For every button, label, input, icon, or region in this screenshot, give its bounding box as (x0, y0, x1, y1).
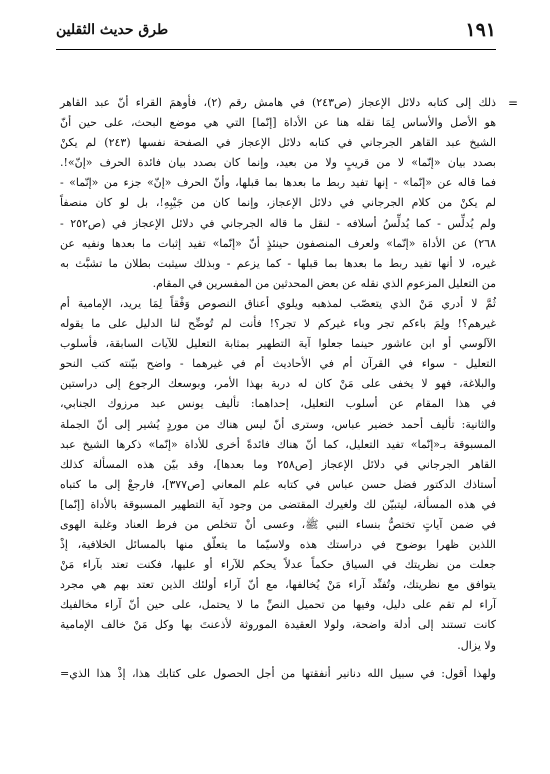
text-line: في هذا المقام عن أسلوب التعليل، إحداهما: تأليف يونس عبد مرزوك الجنابي، (60, 397, 496, 411)
text-line: ولهذا أقول: في سبيل الله دنانير أنفقتها من أجل الحصول على كتابك هذا، إذْ هذا الذي= (60, 666, 496, 680)
text-line: والبلاغة، فهو لا يخفى على مَنْ كان له دربة بهذا الأمر، وبوسعك الرجوع إلى دراستين (60, 377, 496, 391)
text-line: اللذين ظهرا بوضوح في دراستك هذه ولاسيّما ما يتعلّق منها بالمسائل الخلافية، إذْ (60, 538, 496, 552)
text-line: والثانية: تأليف أحمد خضير عباس، وسترى أنّ ليس هناك من موردٍ يُشير إلى أنّ الجملة (60, 417, 496, 431)
text-line: آراء لم تقم على دليل، وفيها من تحميل النصِّ ما لا يحتمل، على حين أنّ آراء مخالفيك (60, 598, 496, 612)
text-line: فما قاله عن «إنّما» - إنها تفيد ربط ما بعدها بما قبلها، وأنّ الحرف «إنّ» جزء من «إنّما» - (60, 176, 496, 190)
continuation-marker: = (507, 96, 518, 110)
text-line: غيرهم؟! ولِمَ باءكم تجر وباء غيركم لا تجر؟! فأنت لم تُوضِّح لنا الدليل على ما يقوله (60, 317, 496, 331)
text-line: المسبوقة بـ«إنّما» تفيد التعليل، كما أنّ هناك فائدةً أخرى للأداة «إنّما» ذكرها الشيخ عبد (60, 437, 496, 451)
text-line: ولم يُدلِّس - كما يُدلِّسُ أسلافه - لنقل ما قاله الجرجاني في دلائل الإعجاز في (ص٢٥٢ - (60, 216, 496, 230)
page-header (56, 18, 496, 42)
text-line: ولا يزال. (457, 638, 496, 652)
text-line: جعلت من نظريتك في السياق حكماً عدلاً يحكم للآراء أو عليها، فكنت تعتد بآراء مَنْ (60, 558, 496, 572)
text-line: القاهر الجرجاني في دلائل الإعجاز [ص٢٥٨ وما بعدها]، وقد بيّن هذه المسألة كذلك (60, 457, 497, 471)
text-line: ٢٦٨) عن الأداة «إنّما» ولعرف المنصفون حينئذٍ أنّ «إنّما» تفيد إثبات ما بعدها ونفيه عن (60, 236, 496, 250)
running-title: طرق حديث الثقلين (56, 22, 169, 38)
text-line: التعليل - سواء في القرآن أم في الأحاديث أم في غيرهما - واضح بيّنته كتب النحو (60, 357, 496, 371)
text-line: الشيخ عبد القاهر الجرجاني في كتابه دلائل الإعجاز في الصفحة نفسها (٢٤٣) لم يكنْ (60, 136, 497, 150)
text-line: أستاذك الدكتور فضل حسن عباس في كتابه علم المعاني [ص٣٧٧]، فارجعْ إلى ما كتباه (60, 477, 497, 491)
text-line: بصدد بيان «إنّما» لا من قريبٍ ولا من بعيد، وإنما كان بصدد بيان فائدة الحرف «إنّ»!. (60, 156, 496, 170)
page-number: ١٩١ (465, 19, 496, 41)
text-line: ذلك إلى كتابه دلائل الإعجاز (ص٢٤٣) في هامش رقم (٢)، فأوهمَ القراء أنّ عبد القاهر (60, 96, 496, 109)
text-line: لم يكنْ من كلام الجرجاني في دلائل الإعجاز، وإنما كان من جَيْبِهِ!، بل لو كان منصفاً (60, 196, 496, 210)
text-line: ثُمَّ لا أدري مَنْ الذي يتعصّب لمذهبه ويلوي أعناق النصوص وَفْقاً لِمَا يريد، الإمامية أم (60, 296, 496, 310)
text-line: الآلوسي أو ابن عاشور حينما جعلوا آية التطهير بمثابة التعليل للآيات السابقة، فأسلوب (60, 337, 496, 351)
text-line: هو الأصل والأساس لِمَا نقله هنا عن الأداة [إنّما] التي هي موضع البحث، على حين أنّ (60, 116, 496, 130)
text-line: كانت تستند إلى أدلة واضحة، ولولا العقيدة الموروثة لأذعنتَ بها وكل مَنْ خالف الإمامية (60, 618, 496, 632)
footnote-text (60, 93, 518, 755)
text-line: من التعليل المزعوم الذي نقله عن بعض المحدثين من المفسرين في المقام. (152, 276, 496, 290)
text-line: في ضمن آياتٍ تختصُّ بنساء النبي ﷺ، وعسى أنْ تتخلص من فرط العناد وغلبة الهوى (60, 517, 496, 531)
text-line: يتوافق مع نظريتك، وتُفنِّد آراء مَنْ يُخالفها، مع أنّ آراء أولئك الذين تعتد بهم هي مجرد (60, 578, 496, 592)
text-line: غيره، لا أنها تفيد ربط ما بعدها بما قبلها - كما يزعم - وبذلك سيثبت بطلان ما تشبَّث به (60, 256, 496, 270)
text-line: في هذه المسألة، ليتبيّن لك ولغيرك المقتضى من وجود آية التطهير المسبوقة بالأداة [إنّما] (60, 497, 496, 511)
header-rule (56, 49, 496, 50)
